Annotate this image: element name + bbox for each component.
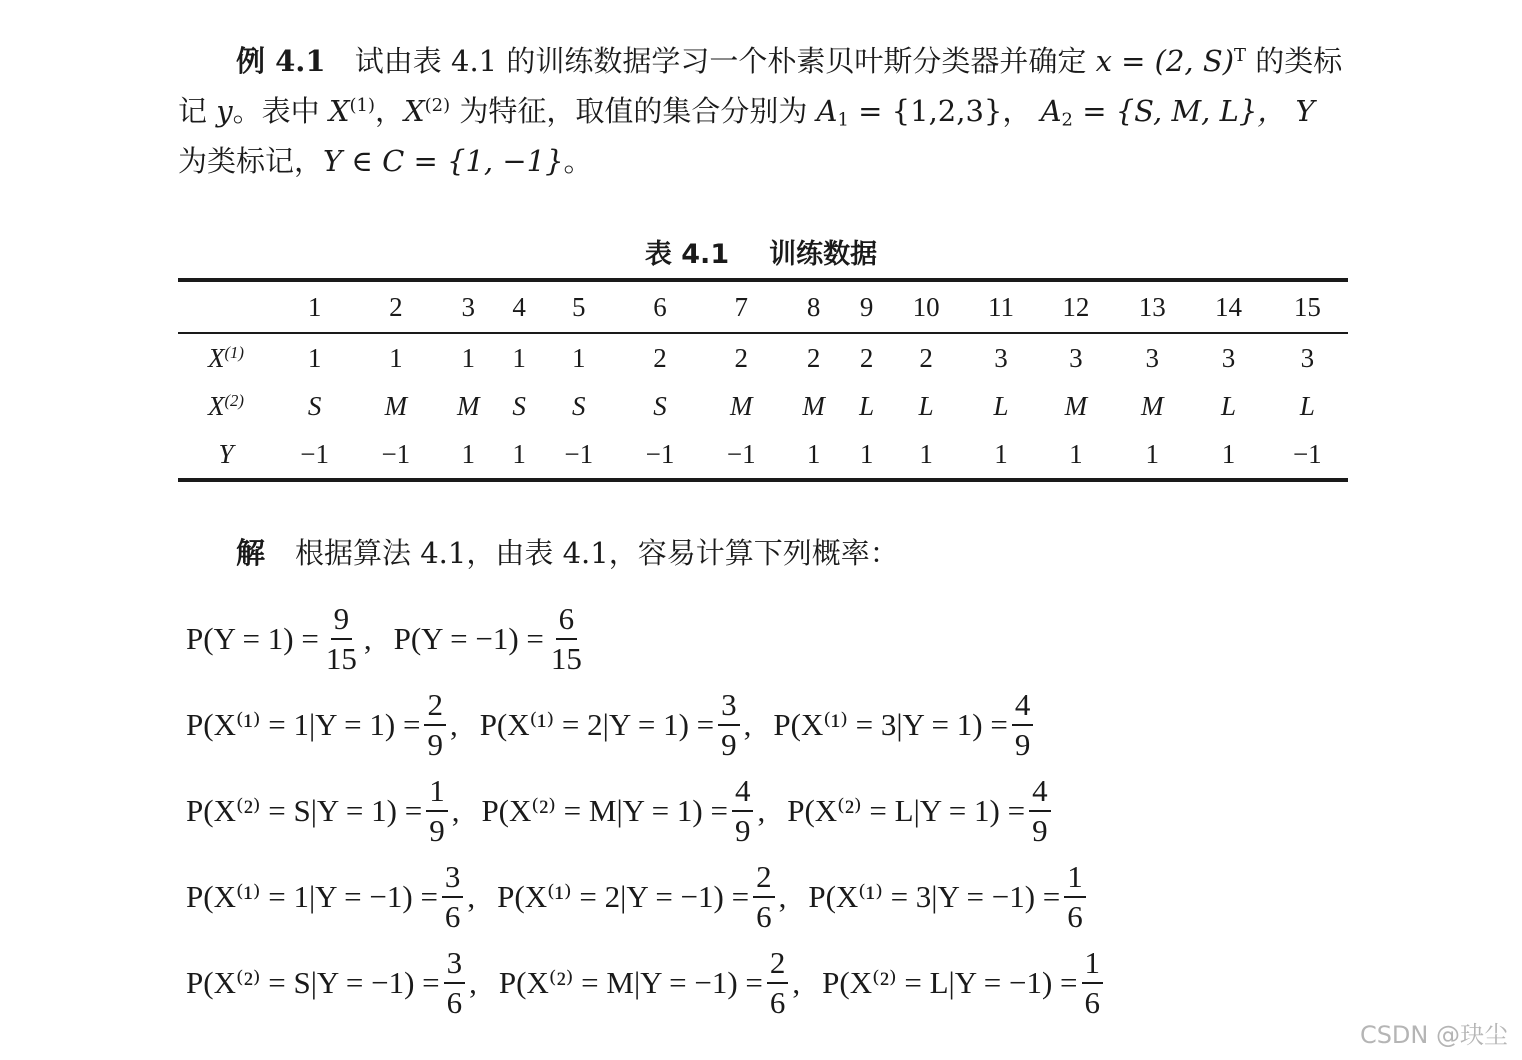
fraction-numerator: 2	[767, 944, 789, 984]
table-cell: 1	[1145, 438, 1159, 469]
column-header: 1	[307, 291, 322, 322]
fraction-numerator: 2	[424, 686, 446, 726]
column-header: 4	[512, 291, 526, 322]
table-cell: 2	[859, 342, 874, 373]
table-cell: 1	[572, 342, 586, 373]
table-caption-title: 训练数据	[769, 239, 878, 270]
table-cell: L	[1299, 390, 1315, 421]
formula-term	[822, 944, 1107, 1022]
table-cell: −1	[300, 438, 329, 469]
fraction	[442, 858, 464, 936]
fraction-numerator: 3	[442, 858, 464, 898]
table-cell: 1	[512, 342, 526, 373]
a2-set-name: A	[1040, 94, 1062, 128]
fraction	[767, 944, 789, 1022]
fraction-numerator: 4	[1029, 772, 1051, 812]
table-cell: 1	[389, 342, 403, 373]
y-variable: y	[216, 94, 233, 128]
formula-lhs: P(X⁽¹⁾ = 1|Y = 1) =	[186, 707, 421, 742]
formula-term: P(X⁽¹⁾ = 2|Y = −1) = $\frac{2}{6}$ ,	[497, 859, 787, 934]
fraction-denominator: 15	[325, 641, 357, 676]
fraction-numerator: 3	[444, 944, 466, 984]
column-header: 6	[653, 291, 667, 322]
a1-set-name: A	[816, 94, 838, 128]
solution-intro	[178, 528, 1348, 578]
table-caption-number: 表 4.1	[644, 239, 730, 270]
formula-lhs: P(Y = 1) =	[186, 621, 319, 656]
table-cell: 1	[859, 438, 874, 469]
x1-sup: (1)	[349, 95, 375, 117]
formula-lhs: P(X⁽²⁾ = M|Y = −1) =	[498, 965, 763, 1000]
example-label: 例 4.1	[236, 44, 326, 78]
fraction-numerator: 1	[1082, 944, 1104, 984]
formula-line-x2-pos	[186, 772, 1055, 850]
fraction	[426, 772, 448, 850]
fraction-denominator: 6	[769, 985, 786, 1020]
table-cell: 1	[512, 438, 526, 469]
x2-sup: (2)	[424, 95, 451, 117]
a1-sub: 1	[837, 109, 849, 131]
table-cell: 1	[806, 438, 821, 469]
fraction	[323, 600, 360, 678]
formula-lhs: P(X⁽²⁾ = L|Y = 1) =	[787, 793, 1026, 828]
formula-line-x1-neg	[186, 858, 1090, 936]
table-cell: 3	[994, 342, 1008, 373]
table-cell: 2	[653, 342, 667, 373]
formula-term: P(X⁽¹⁾ = 2|Y = 1) = $\frac{3}{9}$ ,	[479, 687, 752, 762]
table-cell: M	[456, 390, 480, 421]
table-cell: S	[307, 390, 322, 421]
table-cell: 1	[307, 342, 322, 373]
formula-lhs: P(X⁽¹⁾ = 1|Y = −1) =	[186, 879, 438, 914]
table-cell: 1	[461, 342, 475, 373]
formula-line-x2-neg	[186, 944, 1107, 1022]
column-header: 7	[734, 291, 748, 322]
row-label-var: Y	[218, 438, 234, 469]
table-row-x2	[178, 382, 1348, 430]
table-cell: S	[572, 390, 586, 421]
table-cell: −1	[1292, 438, 1322, 469]
row-label	[178, 333, 274, 382]
fraction-denominator: 9	[721, 727, 737, 762]
fraction	[424, 686, 446, 764]
fraction-numerator: 3	[718, 686, 740, 726]
row-label-sup: (1)	[224, 342, 244, 362]
a1-set-values: = {1,2,3}，	[848, 94, 1032, 128]
table-cell: 1	[994, 438, 1008, 469]
formula-lhs: P(X⁽¹⁾ = 2|Y = −1) =	[497, 879, 750, 914]
fraction	[753, 858, 775, 936]
table-caption	[0, 232, 1522, 271]
fraction-denominator: 9	[427, 727, 443, 762]
table-cell: 2	[806, 342, 821, 373]
column-header: 12	[1062, 291, 1090, 322]
table-cell: 2	[919, 342, 933, 373]
table-cell: 1	[1069, 438, 1083, 469]
row-label	[178, 430, 274, 480]
formula-lhs: P(Y = −1) =	[393, 621, 544, 656]
table-cell: L	[1220, 390, 1237, 421]
fraction-numerator: 9	[331, 600, 353, 640]
fraction-denominator: 6	[444, 899, 461, 934]
formula-term: P(X⁽¹⁾ = 1|Y = 1) = $\frac{2}{9}$ ,	[186, 687, 458, 762]
row-label	[178, 382, 274, 430]
formula-term	[394, 600, 589, 678]
table-row-y	[178, 430, 1348, 480]
table-header-row	[178, 280, 1348, 333]
table-cell: 1	[461, 438, 475, 469]
formula-term: P(X⁽²⁾ = S|Y = 1) = $\frac{1}{9}$ ,	[186, 773, 460, 848]
formula-lhs: P(X⁽¹⁾ = 3|Y = 1) =	[773, 707, 1008, 742]
column-header: 9	[859, 291, 874, 322]
table-cell: M	[1064, 390, 1088, 421]
table-cell: M	[802, 390, 825, 421]
feature-comma: ，	[374, 94, 404, 128]
table-cell: 3	[1069, 342, 1083, 373]
formula-term	[808, 858, 1089, 936]
table-cell: 2	[734, 342, 748, 373]
column-header: 8	[806, 291, 821, 322]
table-cell: −1	[645, 438, 675, 469]
y-class-var: Y	[1295, 94, 1315, 128]
table-cell: L	[918, 390, 934, 421]
csdn-watermark: CSDN @玦尘	[1359, 1021, 1508, 1049]
formula-term	[773, 686, 1037, 764]
problem-text-1: 试由表 4.1 的训练数据学习一个朴素贝叶斯分类器并确定	[354, 44, 1087, 78]
formula-line-prior	[186, 600, 589, 678]
transpose-sup: T	[1234, 45, 1247, 67]
formula-term: P(X⁽¹⁾ = 1|Y = −1) = $\frac{3}{6}$ ,	[186, 859, 476, 934]
row-label-var: X	[207, 342, 225, 373]
formula-line-x1-pos	[186, 686, 1037, 764]
column-header: 14	[1215, 291, 1242, 322]
table-cell: −1	[564, 438, 594, 469]
table-cell: S	[653, 390, 667, 421]
column-header: 3	[461, 291, 475, 322]
row-label-var: X	[207, 390, 225, 421]
fraction-denominator: 6	[446, 985, 463, 1020]
a2-sub: 2	[1061, 109, 1073, 131]
fraction-numerator: 1	[426, 772, 448, 812]
table-cell: 3	[1145, 342, 1159, 373]
table-cell: M	[384, 390, 408, 421]
fraction-denominator: 9	[734, 813, 751, 848]
column-header: 13	[1138, 291, 1166, 322]
formula-term: P(X⁽²⁾ = M|Y = 1) = $\frac{4}{9}$ ,	[481, 773, 766, 848]
solution-label: 解	[236, 536, 266, 570]
table-corner-cell	[178, 280, 274, 333]
table-cell: −1	[381, 438, 411, 469]
fraction	[1012, 686, 1034, 764]
training-data-table	[178, 278, 1348, 482]
fraction-denominator: 9	[1014, 727, 1031, 762]
table-cell: S	[512, 390, 526, 421]
fraction-denominator: 6	[756, 899, 772, 934]
table-cell: 3	[1221, 342, 1236, 373]
problem-text-2: 的类标记	[178, 44, 1343, 128]
fraction-denominator: 6	[1067, 899, 1083, 934]
table-row-x1	[178, 333, 1348, 382]
fraction	[1064, 858, 1086, 936]
formula-lhs: P(X⁽²⁾ = S|Y = −1) =	[186, 965, 440, 1000]
formula-term: P(X⁽²⁾ = M|Y = −1) = $\frac{2}{6}$ ,	[498, 945, 801, 1020]
fraction-denominator: 15	[550, 641, 582, 676]
table-cell: 1	[919, 438, 933, 469]
fraction-denominator: 9	[1032, 813, 1048, 848]
table-cell: L	[993, 390, 1009, 421]
column-header: 2	[389, 291, 403, 322]
column-header: 5	[572, 291, 586, 322]
formula-term: P(Y = 1) = $\frac{9}{15}$ ,	[186, 601, 372, 676]
fraction	[1082, 944, 1104, 1022]
fraction-numerator: 1	[1064, 858, 1086, 898]
problem-text-6: 。	[563, 144, 593, 178]
x2-feature: X	[403, 94, 425, 128]
column-header: 15	[1293, 291, 1321, 322]
problem-text-5: 为类标记，	[178, 144, 324, 178]
table-cell: −1	[726, 438, 756, 469]
x1-feature: X	[328, 94, 350, 128]
table-cell: M	[729, 390, 753, 421]
column-header: 10	[912, 291, 940, 322]
table-cell: L	[859, 390, 875, 421]
fraction	[444, 944, 466, 1022]
fraction-denominator: 9	[429, 813, 445, 848]
fraction-numerator: 2	[753, 858, 775, 898]
problem-text-3: 。表中	[232, 94, 320, 128]
formula-lhs: P(X⁽²⁾ = S|Y = 1) =	[186, 793, 423, 828]
fraction-denominator: 6	[1084, 985, 1101, 1020]
problem-statement	[178, 36, 1348, 186]
fraction	[1029, 772, 1051, 850]
formula-lhs: P(X⁽¹⁾ = 2|Y = 1) =	[479, 707, 715, 742]
formula-lhs: P(X⁽²⁾ = L|Y = −1) =	[822, 965, 1078, 1000]
fraction	[548, 600, 585, 678]
table-cell: M	[1140, 390, 1164, 421]
solution-text: 根据算法 4.1，由表 4.1，容易计算下列概率：	[295, 536, 899, 570]
fraction	[718, 686, 740, 764]
problem-text-4: 为特征，取值的集合分别为	[459, 94, 808, 128]
table-cell: 1	[1221, 438, 1236, 469]
formula-lhs: P(X⁽²⁾ = M|Y = 1) =	[481, 793, 728, 828]
fraction-numerator: 4	[732, 772, 754, 812]
column-header: 11	[987, 291, 1014, 322]
fraction-numerator: 6	[556, 600, 578, 640]
x-expression: x = (2, S)	[1095, 44, 1235, 78]
a2-set-values: = {S, M, L}，	[1072, 94, 1287, 128]
formula-term	[787, 772, 1054, 850]
formula-lhs: P(X⁽¹⁾ = 3|Y = −1) =	[808, 879, 1061, 914]
fraction-numerator: 4	[1012, 686, 1034, 726]
table-cell: 3	[1300, 342, 1315, 373]
formula-term: P(X⁽²⁾ = S|Y = −1) = $\frac{3}{6}$ ,	[186, 945, 477, 1020]
row-label-sup: (2)	[224, 390, 244, 410]
y-class-expression: Y ∈ C = {1, −1}	[323, 144, 564, 178]
fraction	[732, 772, 754, 850]
